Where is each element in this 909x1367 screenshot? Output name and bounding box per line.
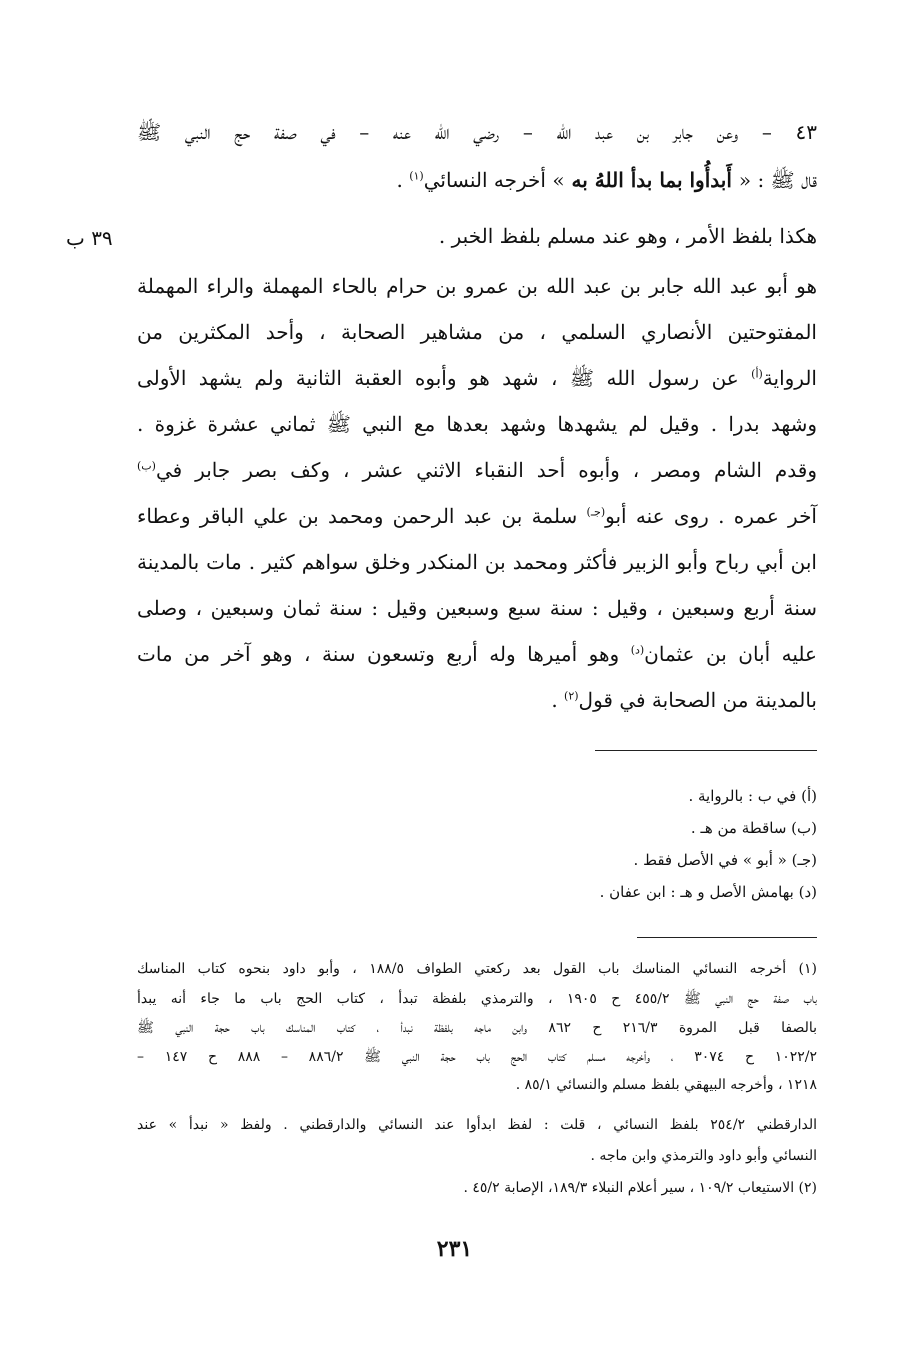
variant-mark-d: (د) <box>630 643 645 657</box>
variant-note-c: (جـ) « أبو » في الأصل فقط . <box>633 851 817 869</box>
variants-divider <box>595 750 817 751</box>
hadith-source: » أخرجه النسائي <box>423 168 565 192</box>
reference-1-line-2: باب صفة حج النبي ﷺ ٤٥٥/٢ ح ١٩٠٥ ، والترمذي بلفظة تبدأ ، كتاب الحج باب ما جاء أنه يبدأ <box>137 991 817 1007</box>
variant-mark-c: (جـ) <box>586 505 606 519</box>
bio-line-2: المفتوحتين الأنصاري السلمي ، من مشاهير الصحابة ، وأحد المكثرين من <box>137 320 817 344</box>
variant-mark-a: (أ) <box>751 367 763 381</box>
reference-1-line-5: ١٢١٨ ، وأخرجه البيهقي بلفظ مسلم والنسائي ٨٥/١ . <box>515 1077 817 1093</box>
hadith-quote: أَبدأُوا بما بدأ اللهُ به <box>564 168 739 192</box>
reference-1-line-6: الدارقطني ٢٥٤/٢ بلفظ النسائي ، قلت : لفظ ابدأوا عند النسائي والدارقطني . ولفظ « نبدأ » عند <box>137 1117 817 1133</box>
page-number: ٢٣١ <box>436 1236 473 1262</box>
reference-1-line-7: النسائي وأبو داود والترمذي وابن ماجه . <box>590 1148 817 1164</box>
bio-line-6: آخر عمره . روى عنه أبو$^{(جـ)}$ سلمة بن عبد الرحمن ومحمد بن علي الباقر وعطاء <box>137 504 817 528</box>
references-divider <box>637 937 817 938</box>
bio-line-8: سنة أربع وسبعين ، وقيل : سنة سبع وسبعين وقيل : سنة ثمان وسبعين ، وصلى <box>137 596 817 620</box>
variant-note-d: (د) بهامش الأصل و هـ : ابن عفان . <box>599 883 817 901</box>
reference-2: (٢) الاستيعاب ١٠٩/٢ ، سير أعلام النبلاء ١٨٩/٣، الإصابة ٤٥/٢ . <box>463 1180 817 1196</box>
reference-1-line-4: ١٠٢٢/٢ ح ٣٠٧٤ ، وأخرجه مسلم كتاب الحج باب حجة النبي ﷺ ٨٨٦/٢ – ٨٨٨ ح ١٤٧ – <box>137 1049 818 1065</box>
bio-line-4: وشهد بدرا . وقيل لم يشهدها وشهد بعدها مع النبي ﷺ ثماني عشرة غزوة . <box>137 412 817 436</box>
reference-1-line-1: (١) أخرجه النسائي المناسك باب القول بعد ركعتي الطواف ١٨٨/٥ ، وأبو داود بنحوه كتاب المناسك <box>137 961 817 977</box>
hadith-line-2: قال ﷺ : « أَبدأُوا بما بدأ اللهُ به » أخرجه النسائي$^{(١)}$ . <box>396 168 817 192</box>
bio-line-10: بالمدينة من الصحابة في قول$^{(٢)}$ . <box>551 688 817 712</box>
variant-mark-b: (ب) <box>137 459 156 473</box>
bio-line-3: الرواية$^{(أ)}$ عن رسول الله ﷺ ، شهد هو وأبوه العقبة الثانية ولم يشهد الأولى <box>137 366 817 390</box>
bio-line-9: عليه أبان بن عثمان$^{(د)}$ وهو أميرها وله أربع وتسعون سنة ، وهو آخر من مات <box>137 642 817 666</box>
variant-note-a: (أ) في ب : بالرواية . <box>688 787 817 805</box>
hadith-prefix: قال ﷺ : « <box>738 168 817 192</box>
margin-folio-note: ٣٩ ب <box>66 226 113 250</box>
bio-line-7: ابن أبي رباح وأبو الزبير فأكثر ومحمد بن المنكدر وخلق سواهم كثير . مات بالمدينة <box>137 550 817 574</box>
bio-line-5: وقدم الشام ومصر ، وأبوه أحد النقباء الاثني عشر ، وكف بصر جابر في$^{(ب)}$ <box>137 458 817 482</box>
bio-line-1: هو أبو عبد الله جابر بن عبد الله بن عمرو بن حرام بالحاء المهملة والراء المهملة <box>137 274 817 298</box>
variant-note-b: (ب) ساقطة من هـ . <box>690 819 817 837</box>
reference-1-line-3: بالصفا قبل المروة ٢١٦/٣ ح ٨٦٢ وابن ماجه بلفظة نبدأ ، كتاب المناسك باب حجة النبي ﷺ <box>137 1020 818 1036</box>
commentary-line: هكذا بلفظ الأمر ، وهو عند مسلم بلفظ الخبر . <box>438 224 817 248</box>
hadith-line-1: ٤٣ – وعن جابر بن عبد الله – رضي الله عنه – في صفة حج النبي ﷺ <box>137 120 817 144</box>
footnote-mark-1: (١) <box>409 169 424 183</box>
footnote-mark-2: (٢) <box>564 689 579 703</box>
